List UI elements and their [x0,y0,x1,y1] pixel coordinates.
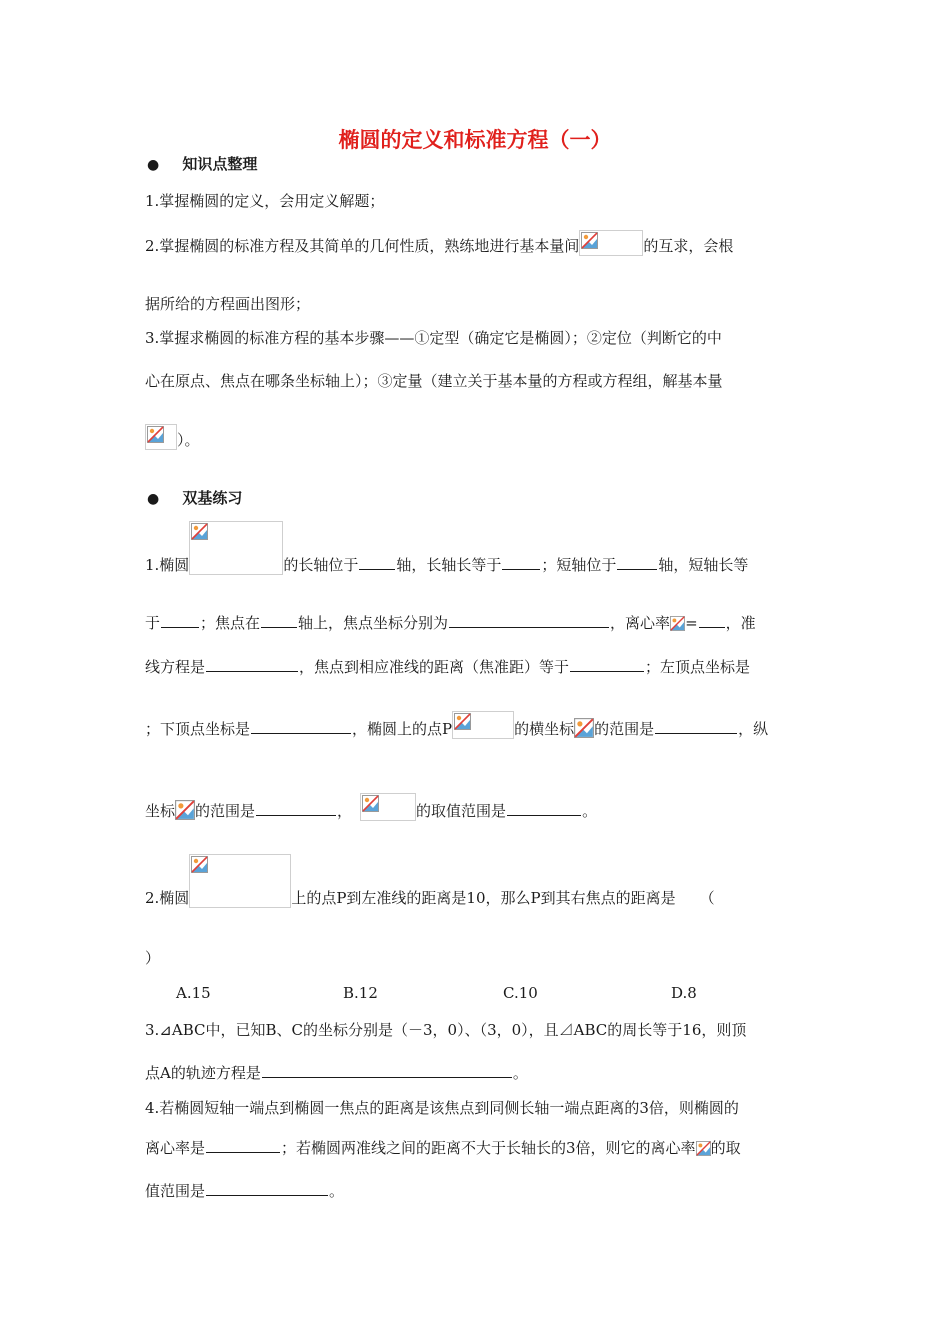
text-segment: 上的点P到左准线的距离是10，那么P到其右焦点的距离是 [291,889,676,907]
q3-line-1: 3.⊿ABC中，已知B、C的坐标分别是（－3，0）、（3，0），且⊿ABC的周长等于16，则顶 [145,1021,747,1039]
answer-blank[interactable] [262,1062,512,1078]
q4-line-1: 4.若椭圆短轴一端点到椭圆一焦点的距离是该焦点到同侧长轴一端点距离的3倍，则椭圆的 [145,1099,739,1117]
formula-image [696,1141,711,1158]
text-segment: ，椭圆上的点P [352,720,453,738]
q2-line-2: ） [145,949,161,967]
text-segment: 的互求，会根 [643,237,734,255]
text-segment: （ [699,889,715,907]
option-b[interactable]: B.12 [343,984,378,1002]
text-segment: ；下顶点坐标是 [145,720,251,738]
text-segment: 的取值范围是 [416,802,507,820]
broken-image-icon [362,795,379,812]
option-d[interactable]: D.8 [671,984,697,1002]
text-segment: 。 [512,1064,528,1082]
q2-line-1 [145,854,715,908]
text-segment: 的横坐标 [514,720,575,738]
answer-blank[interactable] [502,554,540,570]
text-segment: 离心率是 [145,1139,206,1157]
answer-blank[interactable] [206,656,298,672]
text-segment: ；焦点在 [200,614,261,632]
formula-image [189,854,291,908]
q3-line-2 [145,1062,528,1083]
broken-image-icon [454,713,471,730]
answer-blank[interactable] [507,800,581,816]
text-segment: ，离心率 [610,614,671,632]
text-segment: 的取 [710,1139,741,1157]
text-segment: ，纵 [738,720,769,738]
formula-image [670,616,685,633]
broken-image-icon [696,1141,711,1156]
page-title: 椭圆的定义和标准方程（一） [338,128,612,152]
formula-image [189,521,283,575]
bullet-icon: ● [147,491,160,507]
knowledge-line-3-cont: 心在原点、焦点在哪条坐标轴上）；③定量（建立关于基本量的方程或方程组，解基本量 [145,372,723,390]
answer-blank[interactable] [449,612,609,628]
broken-image-icon [191,856,208,873]
knowledge-line-3-end [145,424,200,450]
text-segment: 的长轴位于 [283,556,359,574]
q4-line-3 [145,1180,344,1201]
text-segment: 。 [582,802,598,820]
answer-blank[interactable] [261,612,297,628]
text-segment: 1.椭圆 [145,556,190,574]
q1-line-3 [145,656,750,677]
text-segment: ， [337,802,353,820]
q1-line-1 [145,521,748,575]
answer-blank[interactable] [256,800,336,816]
knowledge-line-3: 3.掌握求椭圆的标准方程的基本步骤——①定型（确定它是椭圆）；②定位（判断它的中 [145,329,722,347]
q1-line-4 [145,711,768,739]
knowledge-line-2-cont: 据所给的方程画出图形； [145,295,311,313]
option-a[interactable]: A.15 [176,984,211,1002]
text-segment: ；若椭圆两准线之间的距离不大于长轴长的3倍，则它的离心率 [281,1139,696,1157]
bullet-icon: ● [147,157,160,173]
formula-image [574,717,594,739]
section-heading: 知识点整理 [182,155,258,173]
answer-blank[interactable] [699,612,725,628]
answer-blank[interactable] [655,718,737,734]
text-segment: 2.椭圆 [145,889,190,907]
answer-blank[interactable] [570,656,644,672]
answer-blank[interactable] [359,554,395,570]
broken-image-icon [191,523,208,540]
answer-blank[interactable] [206,1180,328,1196]
formula-image [145,424,177,450]
broken-image-icon [574,718,594,738]
text-segment: 的范围是 [195,802,256,820]
formula-image [360,793,416,821]
text-segment: 于 [145,614,161,632]
text-segment: 值范围是 [145,1182,206,1200]
text-segment: 坐标 [145,802,176,820]
text-segment: ；短轴位于 [541,556,617,574]
formula-image [452,711,514,739]
text-segment: 。 [329,1182,345,1200]
section-heading: 双基练习 [182,489,243,507]
text-segment: 线方程是 [145,658,206,676]
text-segment: 点A的轨迹方程是 [145,1064,261,1082]
broken-image-icon [147,426,164,443]
q4-line-2 [145,1137,741,1158]
formula-image [175,799,195,821]
text-segment: = [685,614,698,632]
section-knowledge [147,153,257,174]
broken-image-icon [670,616,685,631]
answer-blank[interactable] [251,718,351,734]
text-segment: 轴，长轴长等于 [396,556,502,574]
text-segment: ；左顶点坐标是 [645,658,751,676]
text-segment: 的范围是 [594,720,655,738]
text-segment: ）。 [177,431,200,449]
q1-line-5 [145,793,597,821]
answer-blank[interactable] [206,1137,280,1153]
option-c[interactable]: C.10 [503,984,538,1002]
answer-blank[interactable] [617,554,657,570]
q1-line-2 [145,612,756,633]
broken-image-icon [175,800,195,820]
knowledge-line-2 [145,230,733,256]
formula-image [579,230,643,256]
text-segment: ，准 [725,614,756,632]
text-segment: 轴，短轴长等 [658,556,749,574]
text-segment: 轴上，焦点坐标分别为 [298,614,449,632]
text-segment: ，焦点到相应准线的距离（焦准距）等于 [299,658,570,676]
broken-image-icon [581,232,598,249]
knowledge-line-1: 1.掌握椭圆的定义，会用定义解题； [145,192,385,210]
section-practice [147,487,242,508]
answer-blank[interactable] [161,612,199,628]
text-segment: 2.掌握椭圆的标准方程及其简单的几何性质，熟练地进行基本量间 [145,237,580,255]
